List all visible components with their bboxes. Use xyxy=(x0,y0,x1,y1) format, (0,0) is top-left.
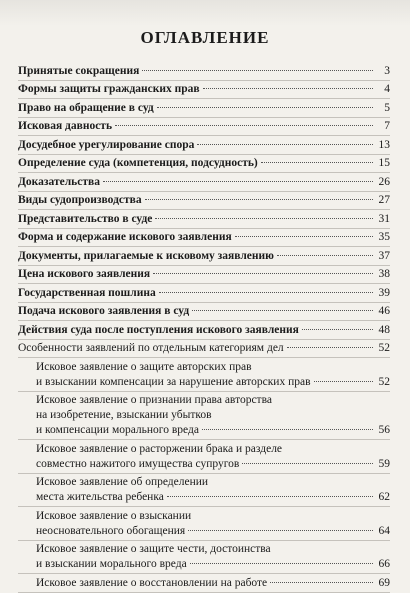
toc-entry-text: Особенности заявлений по отдельным категориям дел xyxy=(18,342,284,354)
leader-dots xyxy=(242,463,373,464)
leader-dots xyxy=(270,582,373,583)
toc-entry xyxy=(18,358,390,392)
leader-dots xyxy=(145,199,373,200)
toc-page-number: 39 xyxy=(378,286,390,299)
toc-page-number: 64 xyxy=(378,524,390,537)
toc-entry xyxy=(18,340,390,359)
toc-page-number: 5 xyxy=(384,101,390,114)
toc-page-number: 66 xyxy=(378,558,390,570)
toc-entry-text: Доказательства xyxy=(18,175,100,188)
leader-dots xyxy=(202,429,373,430)
toc-page-number: 31 xyxy=(378,212,390,225)
toc-entry xyxy=(18,173,390,192)
toc-page-number: 62 xyxy=(378,491,390,503)
toc-entry xyxy=(18,247,390,266)
toc-entry xyxy=(18,321,390,340)
leader-dots xyxy=(155,218,373,219)
toc-entry-text: и взыскании компенсации за нарушение авторских прав xyxy=(36,375,311,388)
leader-dots xyxy=(115,125,373,126)
toc-page-number: 52 xyxy=(378,375,390,388)
toc-entry xyxy=(18,81,390,100)
toc-entry xyxy=(18,266,390,285)
leader-dots xyxy=(157,107,373,108)
toc-entry-text: Виды судопроизводства xyxy=(18,194,142,206)
toc-page-number: 52 xyxy=(378,342,390,354)
page-edge-shadow xyxy=(0,0,410,26)
toc-entry xyxy=(18,136,390,155)
toc-entry xyxy=(18,440,390,474)
toc-entry-text: Исковое заявление о восстановлении на работе xyxy=(36,576,268,589)
toc-entry-text: Исковое заявление о защите авторских прав xyxy=(36,360,252,373)
toc-entry-text: Исковое заявление о признании права авторства xyxy=(36,394,272,406)
toc-page-number: 48 xyxy=(378,323,390,336)
toc-entry-text: Исковое заявление о взыскании xyxy=(36,509,192,522)
toc-page-number: 38 xyxy=(378,268,390,280)
toc-page-number: 69 xyxy=(378,576,390,589)
leader-dots xyxy=(167,496,373,497)
toc-page-number: 56 xyxy=(378,424,390,436)
leader-dots xyxy=(142,70,373,71)
toc-entry-text: и компенсации морального вреда xyxy=(36,424,199,436)
toc-entry-text: Государственная пошлина xyxy=(18,286,156,299)
leader-dots xyxy=(190,563,373,564)
toc-entry xyxy=(18,210,390,229)
toc-entry xyxy=(18,155,390,174)
toc-page-number: 13 xyxy=(378,138,390,151)
toc-page-number: 4 xyxy=(384,83,390,95)
toc-entry xyxy=(18,507,390,541)
leader-dots xyxy=(197,144,373,145)
toc-entry-text: неосновательного обогащения xyxy=(36,524,186,537)
toc-page-number: 3 xyxy=(384,64,390,77)
leader-dots xyxy=(261,162,373,163)
toc-page-number: 27 xyxy=(378,194,390,206)
leader-dots xyxy=(159,292,373,293)
toc-entry-text: Принятые сокращения xyxy=(18,64,140,77)
leader-dots xyxy=(153,273,373,274)
toc-entry xyxy=(18,99,390,118)
toc-entry xyxy=(18,284,390,303)
leader-dots xyxy=(314,381,373,382)
toc-entry-text: Определение суда (компетенция, подсудность) xyxy=(18,157,258,169)
leader-dots xyxy=(192,310,373,311)
toc-page-number: 37 xyxy=(378,249,390,262)
toc-entry-text: Исковое заявление об определении xyxy=(36,476,209,488)
toc-entry xyxy=(18,62,390,81)
toc-page-number: 26 xyxy=(378,175,390,188)
leader-dots xyxy=(103,181,373,182)
toc-entry-text: Действия суда после поступления искового заявления xyxy=(18,323,299,336)
toc-entry-text: совместно нажитого имущества супругов xyxy=(36,457,240,470)
toc-entry xyxy=(18,474,390,508)
toc-entry-text: Цена искового заявления xyxy=(18,268,151,280)
toc-entry-text: Право на обращение в суд xyxy=(18,101,154,114)
toc-entry xyxy=(18,229,390,248)
leader-dots xyxy=(277,255,373,256)
page-title: ОГЛАВЛЕНИЕ xyxy=(140,28,270,47)
leader-dots xyxy=(235,236,373,237)
table-of-contents xyxy=(18,62,390,593)
toc-entry-text: Исковое заявление о расторжении брака и разделе xyxy=(36,442,283,455)
toc-entry-text: Подача искового заявления в суд xyxy=(18,305,190,317)
toc-entry-text: Документы, прилагаемые к исковому заявлению xyxy=(18,249,274,262)
leader-dots xyxy=(287,347,373,348)
toc-entry-text: Досудебное урегулирование спора xyxy=(18,138,195,151)
toc-page-number: 59 xyxy=(378,457,390,470)
toc-entry xyxy=(18,303,390,322)
toc-page-number: 7 xyxy=(384,120,390,132)
toc-entry-text: места жительства ребенка xyxy=(36,491,164,503)
leader-dots xyxy=(203,88,373,89)
toc-page-number: 46 xyxy=(378,305,390,317)
toc-entry xyxy=(18,192,390,211)
toc-page-number: 35 xyxy=(378,231,390,243)
toc-entry xyxy=(18,541,390,575)
toc-entry-text: Представительство в суде xyxy=(18,212,153,225)
toc-entry-text: и взыскании морального вреда xyxy=(36,558,187,570)
toc-entry-text: на изобретение, взыскании убытков xyxy=(36,409,212,421)
toc-entry-text: Исковая давность xyxy=(18,120,113,132)
toc-entry xyxy=(18,574,390,593)
leader-dots xyxy=(188,530,373,531)
toc-entry xyxy=(18,392,390,441)
toc-entry-text: Исковое заявление о защите чести, достоинства xyxy=(36,543,271,555)
toc-page-number: 15 xyxy=(378,157,390,169)
toc-entry-text: Форма и содержание искового заявления xyxy=(18,231,232,243)
toc-entry-text: Формы защиты гражданских прав xyxy=(18,83,200,95)
toc-entry xyxy=(18,118,390,137)
leader-dots xyxy=(302,329,373,330)
